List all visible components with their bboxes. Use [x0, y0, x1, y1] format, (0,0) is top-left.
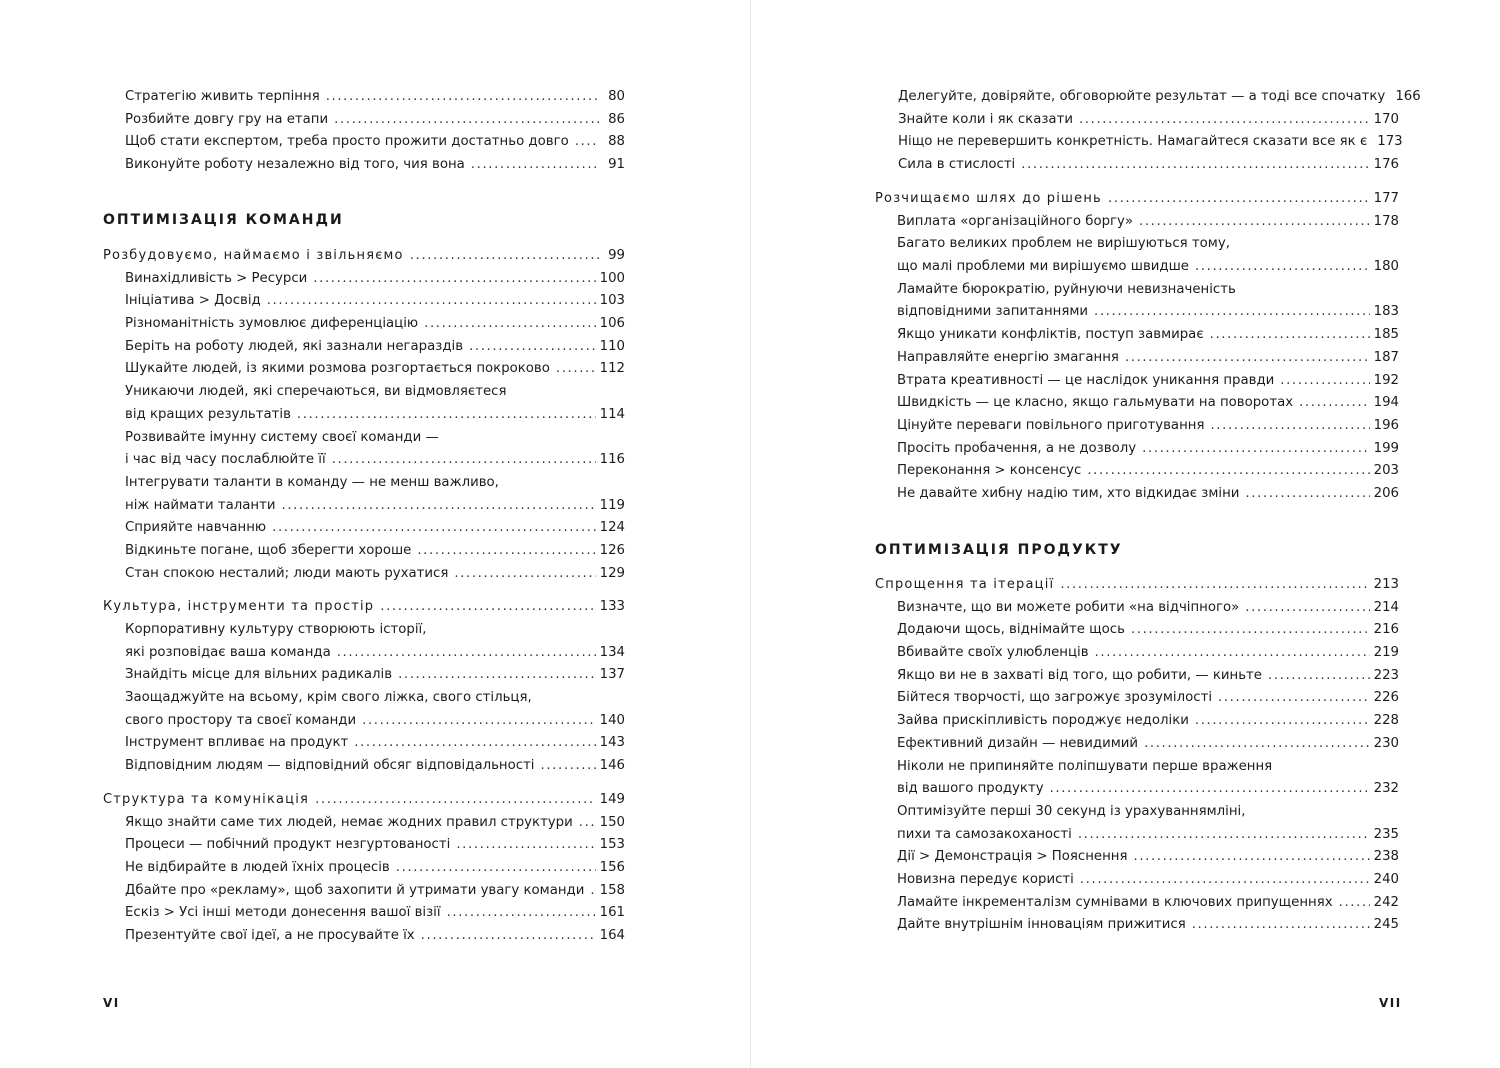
toc-page-number: 228: [1373, 713, 1399, 729]
toc-entry-title: Корпоративну культуру створюють історії,: [125, 622, 427, 637]
toc-entry[interactable]: [125, 86, 625, 109]
toc-entry[interactable]: [103, 358, 625, 381]
toc-entry-title: Щоб стати експертом, треба просто прожити достатньо довго: [125, 134, 569, 150]
toc-entry[interactable]: [103, 517, 625, 540]
dot-leader: [334, 109, 599, 132]
toc-entry-title: Розчищаємо шлях до рішень: [875, 191, 1102, 206]
toc-page-number: 194: [1373, 395, 1399, 411]
toc-entry[interactable]: [875, 324, 1399, 347]
toc-entry-title: Ескіз > Усі інші методи донесення вашої візії: [125, 905, 441, 921]
toc-entry-title: Втрата креативності — це наслідок уникання правди: [897, 372, 1275, 388]
toc-entry-title: Різноманітність зумовлює диференціацію: [125, 316, 419, 332]
dot-leader: [1192, 914, 1370, 937]
toc-page-number: 134: [599, 644, 625, 660]
toc-entry-title: Розвивайте імунну систему своєї команди —: [125, 429, 439, 445]
toc-entry[interactable]: [898, 154, 1399, 177]
dot-leader: [282, 495, 596, 518]
toc-entry[interactable]: [875, 438, 1399, 461]
toc-page-number: 143: [599, 735, 625, 751]
toc-entry-title: Делегуйте, довіряйте, обговорюйте результат — а тоді все спочатку: [898, 89, 1386, 104]
dot-leader: [1060, 574, 1369, 597]
dot-leader: [1299, 392, 1370, 415]
toc-chapters-block: [103, 245, 625, 948]
toc-entry[interactable]: [125, 131, 625, 154]
toc-page-number: 183: [1373, 304, 1399, 320]
dot-leader: [541, 755, 596, 778]
toc-entry[interactable]: [875, 370, 1399, 393]
dot-leader: [1139, 211, 1370, 234]
toc-entry-title: Дайте внутрішнім інноваціям прижитися: [897, 917, 1186, 933]
toc-entry[interactable]: [875, 846, 1399, 869]
toc-entry-title: Вбивайте своїх улюбленців: [897, 645, 1089, 661]
toc-entry-title: Уникаючи людей, які сперечаються, ви відмовляєтеся: [125, 384, 507, 400]
toc-entry[interactable]: [875, 824, 1399, 847]
toc-entry-title: Додаючи щось, віднімайте щось: [897, 622, 1125, 638]
toc-entry[interactable]: [103, 664, 625, 687]
toc-page-number: 242: [1373, 894, 1399, 910]
toc-page-number: 213: [1373, 577, 1399, 592]
toc-page-number: 146: [599, 758, 625, 774]
toc-entry[interactable]: [103, 834, 625, 857]
toc-entry-title: Стратегію живить терпіння: [125, 89, 320, 104]
dot-leader: [454, 563, 595, 586]
dot-leader: [421, 925, 596, 948]
toc-page-number: 99: [608, 248, 625, 263]
dot-leader: [1087, 460, 1369, 483]
dot-leader: [575, 131, 599, 154]
toc-chapter[interactable]: [103, 245, 625, 268]
toc-chapter-block: [875, 188, 1399, 506]
toc-page-number: 88: [608, 134, 625, 150]
dot-leader: [297, 404, 596, 427]
toc-entry[interactable]: [875, 892, 1399, 915]
toc-page-number: 203: [1373, 463, 1399, 479]
toc-entry[interactable]: [103, 902, 625, 925]
dot-leader: [1094, 301, 1370, 324]
toc-page-number: 116: [599, 452, 625, 468]
toc-entry[interactable]: [103, 563, 625, 586]
toc-entry-title: Якщо знайти саме тих людей, немає жодних правил структури: [125, 814, 573, 830]
toc-entry-title: ніж наймати таланти: [125, 497, 276, 513]
toc-page-number: 137: [599, 667, 625, 683]
toc-page-number: 185: [1373, 327, 1399, 343]
toc-entry[interactable]: [103, 495, 625, 518]
toc-entry[interactable]: [875, 756, 1399, 779]
toc-entry-title: Бійтеся творчості, що загрожує зрозумілості: [897, 690, 1213, 706]
dot-leader: [1210, 324, 1370, 347]
toc-page-number: 114: [599, 406, 625, 422]
toc-chapter[interactable]: [103, 596, 625, 619]
toc-page-number: 158: [599, 882, 625, 898]
toc-entry[interactable]: [103, 857, 625, 880]
toc-page-number: 124: [599, 520, 625, 536]
toc-page-number: 103: [599, 293, 625, 309]
toc-entry-title: Виплата «організаційного боргу»: [897, 213, 1134, 229]
toc-page-number: 170: [1373, 111, 1399, 127]
toc-entry-title: Знайте коли і як сказати: [898, 111, 1073, 127]
toc-page-number: 156: [599, 859, 625, 875]
toc-entry[interactable]: [898, 109, 1399, 132]
toc-entry-title: Інструмент впливає на продукт: [125, 735, 349, 751]
dot-leader: [424, 313, 595, 336]
dot-leader: [447, 902, 596, 925]
toc-entry[interactable]: [125, 154, 625, 177]
toc-entry[interactable]: [898, 86, 1421, 109]
toc-entry[interactable]: [875, 483, 1399, 506]
toc-chapter[interactable]: [103, 789, 625, 812]
toc-page-number: 100: [599, 270, 625, 286]
toc-page-number: 223: [1373, 667, 1399, 683]
toc-entry-title: що малі проблеми ми вирішуємо швидше: [897, 259, 1189, 275]
toc-page-number: 149: [599, 791, 625, 807]
toc-chapter[interactable]: [875, 574, 1399, 597]
dot-leader: [326, 86, 599, 109]
toc-entry[interactable]: [875, 597, 1399, 620]
toc-entry[interactable]: [875, 347, 1399, 370]
toc-page-number: 126: [599, 542, 625, 558]
dot-leader: [313, 268, 595, 291]
toc-page-number: 91: [608, 157, 625, 173]
toc-entry-title: Переконання > консенсус: [897, 463, 1082, 479]
dot-leader: [469, 336, 596, 359]
toc-page-number: 192: [1373, 372, 1399, 388]
toc-page-number: 216: [1373, 622, 1399, 638]
dot-leader: [1142, 438, 1370, 461]
toc-page-number: 140: [599, 712, 625, 728]
dot-leader: [267, 290, 596, 313]
toc-entry[interactable]: [103, 812, 625, 835]
dot-leader: [272, 517, 595, 540]
toc-entry-title: Розбийте довгу гру на етапи: [125, 111, 329, 127]
toc-page-number: 80: [608, 89, 625, 104]
dot-leader: [1210, 415, 1369, 438]
toc-entry[interactable]: [875, 279, 1399, 302]
dot-leader: [1108, 188, 1370, 211]
toc-entry-title: Зайва прискіпливість породжує недоліки: [897, 713, 1189, 729]
toc-entry-title: Ефективний дизайн — невидимий: [897, 735, 1139, 751]
toc-page-number: 153: [599, 837, 625, 853]
toc-entry-title: пихи та самозакоханості: [897, 826, 1072, 842]
dot-leader: [456, 834, 595, 857]
dot-leader: [1131, 619, 1370, 642]
toc-entry[interactable]: [103, 404, 625, 427]
toc-entry-title: Дбайте про «рекламу», щоб захопити й утримати увагу команди: [125, 882, 585, 898]
dot-leader: [1280, 370, 1369, 393]
toc-entry[interactable]: [103, 925, 625, 948]
dot-leader: [1339, 892, 1370, 915]
toc-entry-title: Ініціатива > Досвід: [125, 293, 261, 309]
toc-page-number: 166: [1395, 89, 1421, 104]
dot-leader: [332, 449, 596, 472]
dot-leader: [1095, 642, 1370, 665]
toc-page-number: 161: [599, 905, 625, 921]
dot-leader: [1078, 824, 1370, 847]
toc-entry[interactable]: [875, 869, 1399, 892]
toc-entry-title: Просіть пробачення, а не дозволу: [897, 440, 1137, 456]
dot-leader: [410, 245, 599, 268]
toc-entry-title: Культура, інструменти та простір: [103, 599, 375, 615]
toc-entry-title: від вашого продукту: [897, 781, 1044, 797]
dot-leader: [471, 154, 599, 177]
toc-entry[interactable]: [103, 642, 625, 665]
toc-page-number: 196: [1373, 417, 1399, 433]
toc-entry-title: Ніщо не перевершить конкретність. Намагайтеся сказати все як є: [898, 134, 1368, 150]
toc-page-number: 206: [1373, 485, 1399, 501]
toc-top-block: [125, 86, 625, 177]
toc-entry-title: Швидкість — це класно, якщо гальмувати на поворотах: [897, 395, 1294, 411]
toc-entry[interactable]: [103, 336, 625, 359]
toc-page-number: 214: [1373, 599, 1399, 615]
toc-entry-title: Новизна передує користі: [897, 871, 1074, 887]
toc-entry-title: Не відбирайте в людей їхніх процесів: [125, 859, 390, 875]
toc-entry[interactable]: [875, 233, 1399, 256]
section-title: ОПТИМІЗАЦІЯ КОМАНДИ: [103, 212, 344, 228]
toc-entry[interactable]: [875, 301, 1399, 324]
dot-leader: [398, 664, 596, 687]
toc-page-number: 106: [599, 316, 625, 332]
right-page: [751, 0, 1500, 1068]
dot-leader: [337, 642, 596, 665]
dot-leader: [354, 732, 595, 755]
dot-leader: [579, 812, 596, 835]
toc-entry-title: Не давайте хибну надію тим, хто відкидає зміни: [897, 485, 1240, 501]
toc-page-number: 187: [1373, 349, 1399, 365]
toc-entry-title: Виконуйте роботу незалежно від того, чия вона: [125, 157, 465, 173]
dot-leader: [1245, 483, 1369, 506]
dot-leader: [1218, 687, 1370, 710]
toc-entry[interactable]: [103, 268, 625, 291]
toc-entry-title: Процеси — побічний продукт незгуртованості: [125, 837, 451, 853]
dot-leader: [590, 880, 595, 903]
section-title: ОПТИМІЗАЦІЯ ПРОДУКТУ: [875, 542, 1123, 558]
toc-page-number: 230: [1373, 735, 1399, 751]
toc-entry[interactable]: [875, 914, 1399, 937]
toc-entry-title: Якщо ви не в захваті від того, що робити, — киньте: [897, 667, 1262, 683]
dot-leader: [396, 857, 596, 880]
toc-entry[interactable]: [103, 427, 625, 450]
dot-leader: [1195, 710, 1370, 733]
toc-entry[interactable]: [103, 449, 625, 472]
toc-entry[interactable]: [103, 540, 625, 563]
toc-entry-title: Ніколи не припиняйте поліпшувати перше враження: [897, 758, 1273, 774]
toc-top-block: [898, 86, 1421, 177]
dot-leader: [1245, 597, 1369, 620]
dot-leader: [556, 358, 596, 381]
toc-entry-title: свого простору та своєї команди: [125, 712, 357, 728]
toc-entry-title: Спрощення та ітерації: [875, 577, 1055, 592]
dot-leader: [380, 596, 595, 619]
toc-page-number: 219: [1373, 645, 1399, 661]
toc-chapter[interactable]: [875, 188, 1399, 211]
toc-entry-title: Шукайте людей, із якими розмова розгортається покроково: [125, 361, 550, 377]
toc-page-number: 119: [599, 497, 625, 513]
toc-entry-title: Знайдіть місце для вільних радикалів: [125, 667, 393, 683]
toc-page-number: 238: [1373, 849, 1399, 865]
toc-entry[interactable]: [875, 687, 1399, 710]
toc-entry-title: Сприяйте навчанню: [125, 520, 267, 536]
dot-leader: [417, 540, 595, 563]
toc-entry[interactable]: [875, 642, 1399, 665]
toc-entry[interactable]: [103, 687, 625, 710]
toc-entry-title: Інтегрувати таланти в команду — не менш важливо,: [125, 474, 499, 490]
toc-entry-title: Відповідним людям — відповідний обсяг відповідальності: [125, 758, 535, 774]
toc-entry-title: Якщо уникати конфліктів, поступ завмирає: [897, 327, 1204, 343]
dot-leader: [1079, 109, 1370, 132]
toc-page-number: 199: [1373, 440, 1399, 456]
toc-entry-title: Ламайте бюрократію, руйнуючи невизначеність: [897, 281, 1236, 297]
toc-page-number: 86: [608, 111, 625, 127]
toc-entry[interactable]: [103, 710, 625, 733]
page-number: VII: [1379, 996, 1402, 1010]
toc-page-number: 133: [599, 599, 625, 615]
dot-leader: [1134, 846, 1370, 869]
toc-page-number: 178: [1373, 213, 1399, 229]
toc-entry-title: відповідними запитаннями: [897, 304, 1089, 320]
dot-leader: [1144, 733, 1370, 756]
toc-entry-title: Ламайте інкременталізм сумнівами в ключових припущеннях: [897, 894, 1333, 910]
toc-entry-title: і час від часу послаблюйте її: [125, 452, 326, 468]
toc-page-number: 176: [1373, 157, 1399, 173]
toc-page-number: 232: [1373, 781, 1399, 797]
toc-entry-title: Дії > Демонстрація > Пояснення: [897, 849, 1128, 865]
toc-entry[interactable]: [875, 415, 1399, 438]
toc-entry-title: Цінуйте переваги повільного приготування: [897, 417, 1205, 433]
toc-page-number: 180: [1373, 259, 1399, 275]
toc-entry-title: Презентуйте свої ідеї, а не просувайте їх: [125, 927, 415, 943]
toc-entry-title: від кращих результатів: [125, 406, 291, 422]
toc-entry-title: Відкиньте погане, щоб зберегти хороше: [125, 542, 412, 558]
toc-entry[interactable]: [898, 131, 1403, 154]
dot-leader: [1050, 778, 1370, 801]
dot-leader: [1125, 347, 1370, 370]
toc-entry-title: Беріть на роботу людей, які зазнали негараздів: [125, 338, 464, 354]
page-number: VI: [103, 996, 120, 1010]
toc-entry[interactable]: [875, 619, 1399, 642]
toc-entry[interactable]: [103, 290, 625, 313]
dot-leader: [315, 789, 596, 812]
toc-entry[interactable]: [875, 778, 1399, 801]
toc-entry[interactable]: [875, 710, 1399, 733]
toc-entry-title: які розповідає ваша команда: [125, 644, 331, 660]
toc-entry-title: Винахідливість > Ресурси: [125, 270, 308, 286]
toc-entry[interactable]: [875, 733, 1399, 756]
toc-entry-title: Розбудовуємо, наймаємо і звільняємо: [103, 248, 404, 263]
toc-entry[interactable]: [875, 665, 1399, 688]
toc-chapter-block: [875, 574, 1399, 937]
toc-entry-title: Сила в стислості: [898, 157, 1016, 173]
toc-entry[interactable]: [103, 619, 625, 642]
toc-entry-title: Стан спокою несталий; люди мають рухатися: [125, 565, 449, 581]
toc-entry-title: Визначте, що ви можете робити «на відчіпного»: [897, 599, 1240, 615]
toc-entry[interactable]: [103, 313, 625, 336]
dot-leader: [362, 710, 595, 733]
toc-page-number: 235: [1373, 826, 1399, 842]
toc-page-number: 245: [1373, 917, 1399, 933]
toc-page-number: 177: [1373, 191, 1399, 206]
toc-page-number: 226: [1373, 690, 1399, 706]
toc-page-number: 110: [599, 338, 625, 354]
toc-entry[interactable]: [103, 381, 625, 404]
toc-entry[interactable]: [103, 880, 625, 903]
toc-page-number: 240: [1373, 871, 1399, 887]
toc-entry-title: Направляйте енергію змагання: [897, 349, 1119, 365]
toc-entry-title: Заощаджуйте на всьому, крім свого ліжка, свого стільця,: [125, 690, 532, 706]
toc-entry[interactable]: [875, 256, 1399, 279]
toc-entry[interactable]: [103, 732, 625, 755]
toc-entry[interactable]: [103, 472, 625, 495]
chapter-gap: [103, 585, 625, 596]
toc-page-number: 173: [1377, 134, 1403, 150]
toc-entry-title: Структура та комунікація: [103, 791, 310, 807]
toc-page-number: 164: [599, 927, 625, 943]
dot-leader: [1021, 154, 1369, 177]
chapter-gap: [103, 778, 625, 789]
dot-leader: [1195, 256, 1370, 279]
toc-entry[interactable]: [875, 460, 1399, 483]
dot-leader: [1268, 665, 1370, 688]
toc-entry[interactable]: [875, 392, 1399, 415]
toc-page-number: 112: [599, 361, 625, 377]
toc-page-number: 129: [599, 565, 625, 581]
dot-leader: [1080, 869, 1370, 892]
toc-entry[interactable]: [875, 211, 1399, 234]
toc-entry[interactable]: [875, 801, 1399, 824]
toc-page-number: 150: [599, 814, 625, 830]
toc-entry-title: Оптимізуйте перші 30 секунд із урахуваннямліні,: [897, 803, 1246, 819]
toc-entry[interactable]: [103, 755, 625, 778]
toc-entry[interactable]: [125, 109, 625, 132]
toc-entry-title: Багато великих проблем не вирішуються тому,: [897, 236, 1230, 252]
